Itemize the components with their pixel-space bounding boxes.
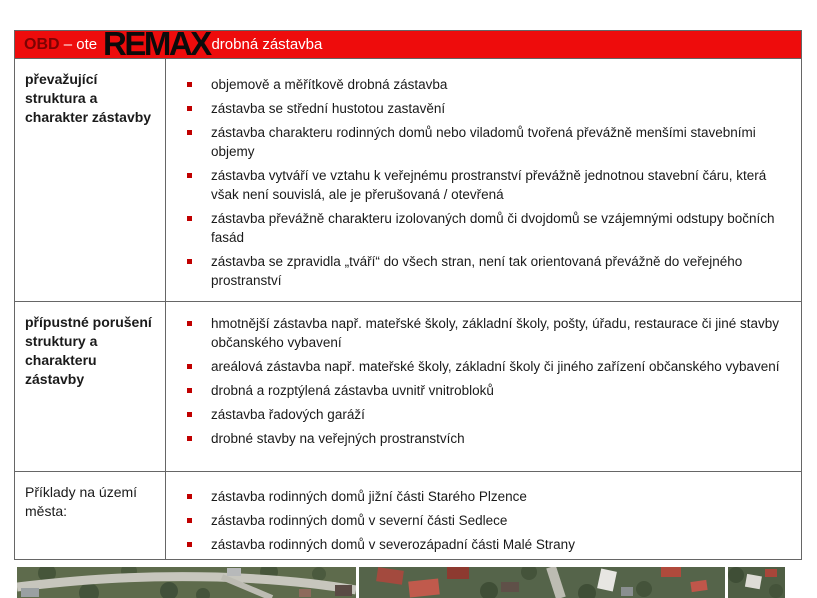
- bullet-square-icon: [187, 173, 192, 178]
- bullet-square-icon: [187, 364, 192, 369]
- bullet-square-icon: [187, 321, 192, 326]
- aerial-photo-3: [728, 567, 785, 598]
- bullet-square-icon: [187, 518, 192, 523]
- row-label: převažující struktura a charakter zástavby: [15, 59, 166, 301]
- list-item: zástavba převážně charakteru izolovaných domů či dvojdomů se vzájemnými odstupy bočních fasád: [166, 209, 801, 247]
- list-item: hmotnější zástavba např. mateřské školy, základní školy, pošty, úřadu, restaurace či jiné stavby občanského vybavení: [166, 314, 801, 352]
- list-item: drobná a rozptýlená zástavba uvnitř vnitrobloků: [166, 381, 801, 400]
- zoning-table: [14, 30, 802, 560]
- bullet-square-icon: [187, 412, 192, 417]
- bullet-square-icon: [187, 216, 192, 221]
- header-title-prefix: – ote: [63, 36, 98, 53]
- header-title-suffix: drobná zástavba: [211, 36, 323, 53]
- table-row: [15, 301, 801, 471]
- row-content: [166, 59, 801, 301]
- list-item: zástavba se střední hustotou zastavění: [166, 99, 801, 118]
- list-item: zástavba vytváří ve vztahu k veřejnému prostranství převážně jednotnou stavební čáru, která však není souvislá, ale je přerušovaná / otevřená: [166, 166, 801, 204]
- list-item: zástavba se zpravidla „tváří“ do všech stran, není tak orientovaná převážně do veřejného prostranství: [166, 252, 801, 290]
- aerial-photo-strip: [17, 567, 785, 598]
- bullet-square-icon: [187, 259, 192, 264]
- bullet-list: [166, 302, 801, 448]
- bullet-square-icon: [187, 82, 192, 87]
- list-item: objemově a měřítkově drobná zástavba: [166, 75, 801, 94]
- list-item: zástavba rodinných domů v severozápadní části Malé Strany: [166, 535, 801, 554]
- table-row: [15, 58, 801, 301]
- bullet-list: [166, 472, 801, 554]
- row-label: Příklady na území města:: [15, 472, 166, 559]
- zone-code: OBD: [24, 36, 60, 53]
- bullet-list: [166, 59, 801, 290]
- list-item: areálová zástavba např. mateřské školy, základní školy či jiného zařízení občanského vybavení: [166, 357, 801, 376]
- bullet-square-icon: [187, 542, 192, 547]
- bullet-square-icon: [187, 106, 192, 111]
- bullet-square-icon: [187, 388, 192, 393]
- bullet-square-icon: [187, 130, 192, 135]
- remax-watermark: REMAX: [103, 25, 210, 62]
- list-item: zástavba rodinných domů jižní části Starého Plzence: [166, 487, 801, 506]
- row-content: [166, 302, 801, 471]
- list-item: zástavba rodinných domů v severní části Sedlece: [166, 511, 801, 530]
- bullet-square-icon: [187, 494, 192, 499]
- aerial-photo-1: [17, 567, 356, 598]
- row-label: přípustné porušení struktury a charakteru zástavby: [15, 302, 166, 471]
- bullet-square-icon: [187, 436, 192, 441]
- list-item: drobné stavby na veřejných prostranstvích: [166, 429, 801, 448]
- list-item: zástavba charakteru rodinných domů nebo viladomů tvořená převážně menšími stavebními objemy: [166, 123, 801, 161]
- list-item: zástavba řadových garáží: [166, 405, 801, 424]
- row-content: [166, 472, 801, 559]
- aerial-photo-2: [359, 567, 725, 598]
- table-row: [15, 471, 801, 559]
